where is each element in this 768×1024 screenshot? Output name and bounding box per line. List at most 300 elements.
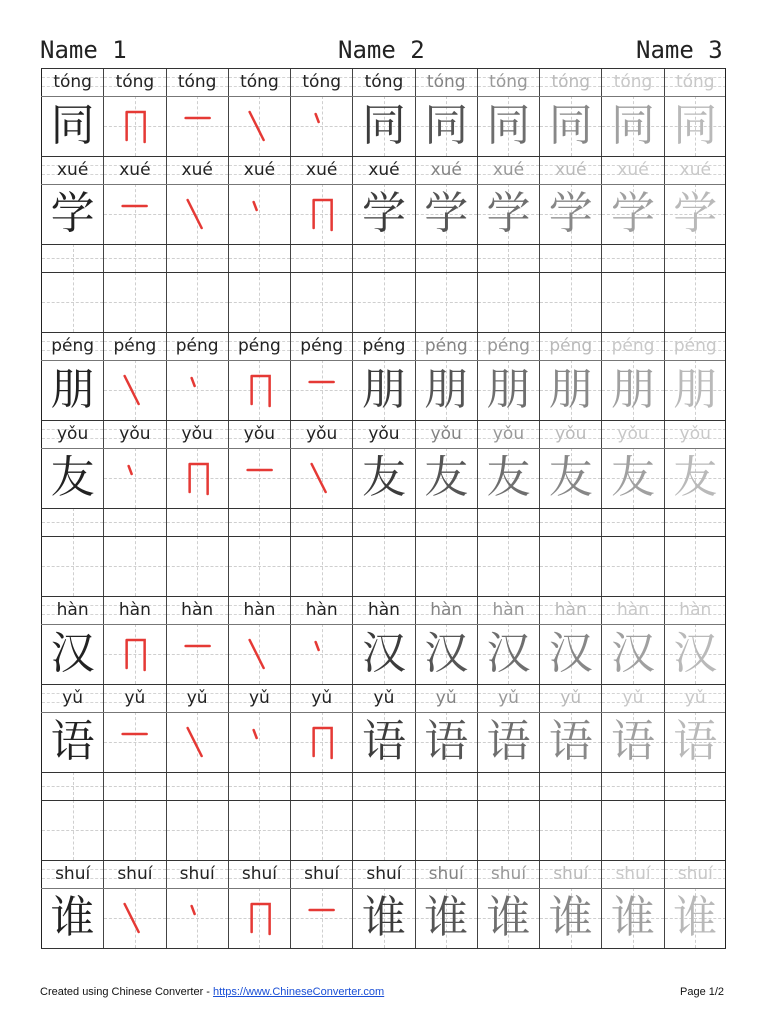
footer-created-text: Created using Chinese Converter -	[40, 986, 214, 998]
grid-line	[41, 860, 726, 861]
practice-cell[interactable]	[352, 272, 414, 332]
pinyin-row	[41, 684, 726, 712]
practice-cell[interactable]	[166, 800, 228, 860]
pinyin-label: xué	[368, 159, 400, 180]
practice-cell[interactable]	[290, 508, 352, 536]
stroke-order-cell[interactable]	[601, 360, 663, 420]
stroke-order-cell[interactable]	[601, 448, 663, 508]
pinyin-cell	[41, 156, 103, 184]
stroke-step-mark	[167, 888, 228, 948]
stroke-order-cell[interactable]	[601, 184, 663, 244]
trace-character: 同	[486, 100, 531, 151]
grid-line	[41, 684, 726, 685]
grid-line	[41, 536, 726, 537]
stroke-order-cell[interactable]	[664, 888, 726, 948]
pinyin-label: yǒu	[181, 423, 213, 444]
practice-cell[interactable]	[601, 272, 663, 332]
model-character: 汉	[50, 628, 95, 679]
stroke-step-mark	[291, 624, 352, 684]
pinyin-row	[41, 156, 726, 184]
pinyin-cell	[103, 420, 165, 448]
stroke-step-mark	[167, 360, 228, 420]
pinyin-row	[41, 860, 726, 888]
footer-link[interactable]: https://www.ChineseConverter.com	[213, 986, 385, 998]
pinyin-cell	[601, 332, 663, 360]
stroke-order-cell[interactable]	[352, 888, 414, 948]
practice-cell[interactable]	[103, 272, 165, 332]
practice-cell[interactable]	[103, 800, 165, 860]
stroke-order-cell[interactable]	[539, 888, 601, 948]
practice-cell[interactable]	[415, 772, 477, 800]
practice-cell[interactable]	[228, 536, 290, 596]
practice-cell[interactable]	[664, 272, 726, 332]
pinyin-cell	[352, 860, 414, 888]
practice-cell[interactable]	[664, 800, 726, 860]
stroke-order-cell[interactable]	[477, 624, 539, 684]
pinyin-cell	[539, 860, 601, 888]
character-row	[41, 96, 726, 156]
stroke-order-cell[interactable]	[664, 184, 726, 244]
practice-cell[interactable]	[228, 272, 290, 332]
practice-cell[interactable]	[290, 272, 352, 332]
practice-cell[interactable]	[41, 508, 103, 536]
pinyin-label: tóng	[426, 71, 466, 92]
pinyin-cell	[477, 332, 539, 360]
practice-cell[interactable]	[664, 772, 726, 800]
stroke-step-mark	[167, 96, 228, 156]
pinyin-label: péng	[424, 335, 468, 356]
stroke-order-cell[interactable]	[477, 360, 539, 420]
blank-practice-row	[41, 772, 726, 800]
pinyin-cell	[228, 420, 290, 448]
stroke-order-cell[interactable]	[103, 888, 165, 948]
grid-line	[41, 156, 726, 157]
trace-character: 谁	[548, 892, 593, 943]
stroke-order-cell[interactable]	[415, 888, 477, 948]
practice-cell[interactable]	[166, 244, 228, 272]
stroke-order-cell[interactable]	[352, 712, 414, 772]
practice-cell[interactable]	[415, 800, 477, 860]
stroke-order-cell[interactable]	[664, 624, 726, 684]
stroke-step-mark	[229, 888, 290, 948]
pinyin-label: shuí	[55, 863, 91, 884]
stroke-order-cell[interactable]	[290, 624, 352, 684]
stroke-order-cell[interactable]	[228, 712, 290, 772]
stroke-order-cell[interactable]	[601, 96, 663, 156]
practice-cell[interactable]	[166, 536, 228, 596]
trace-character: 语	[486, 716, 531, 767]
stroke-order-cell[interactable]	[539, 448, 601, 508]
pinyin-label: hàn	[492, 599, 525, 620]
practice-cell[interactable]	[477, 772, 539, 800]
pinyin-cell	[601, 156, 663, 184]
pinyin-label: péng	[487, 335, 530, 356]
stroke-order-cell[interactable]	[290, 888, 352, 948]
pinyin-label: péng	[300, 335, 344, 356]
stroke-step-mark	[104, 712, 165, 772]
pinyin-label: shuí	[428, 863, 464, 884]
pinyin-cell	[415, 596, 477, 624]
pinyin-label: tóng	[613, 71, 653, 92]
stroke-order-cell[interactable]	[539, 184, 601, 244]
pinyin-cell	[290, 596, 352, 624]
stroke-order-cell[interactable]	[352, 448, 414, 508]
stroke-order-cell[interactable]	[539, 712, 601, 772]
pinyin-label: hàn	[617, 599, 649, 620]
pinyin-cell	[41, 596, 103, 624]
pinyin-label: xué	[306, 159, 338, 180]
pinyin-label: shuí	[677, 863, 713, 884]
stroke-order-cell[interactable]	[290, 184, 352, 244]
model-character-cell	[41, 96, 103, 156]
stroke-order-cell[interactable]	[290, 448, 352, 508]
pinyin-cell	[228, 684, 290, 712]
pinyin-cell	[415, 420, 477, 448]
stroke-order-cell[interactable]	[228, 360, 290, 420]
practice-cell[interactable]	[41, 272, 103, 332]
practice-cell[interactable]	[352, 800, 414, 860]
trace-character: 汉	[548, 628, 593, 679]
stroke-order-cell[interactable]	[664, 360, 726, 420]
practice-cell[interactable]	[166, 772, 228, 800]
pinyin-cell	[539, 596, 601, 624]
grid-line	[41, 800, 726, 801]
stroke-order-cell[interactable]	[290, 96, 352, 156]
stroke-order-cell[interactable]	[477, 712, 539, 772]
pinyin-cell	[166, 332, 228, 360]
trace-character: 学	[548, 188, 593, 239]
pinyin-cell	[539, 156, 601, 184]
pinyin-cell	[415, 684, 477, 712]
practice-grid	[41, 68, 726, 948]
pinyin-label: shuí	[490, 863, 527, 884]
pinyin-label: tóng	[675, 71, 715, 92]
pinyin-cell	[41, 684, 103, 712]
stroke-step-mark	[167, 712, 228, 772]
practice-cell[interactable]	[601, 772, 663, 800]
pinyin-label: tóng	[364, 71, 404, 92]
stroke-order-cell[interactable]	[166, 360, 228, 420]
pinyin-label: péng	[51, 335, 95, 356]
stroke-order-cell[interactable]	[539, 360, 601, 420]
pinyin-label: yǔ	[560, 687, 582, 708]
pinyin-cell	[664, 420, 726, 448]
stroke-order-cell[interactable]	[228, 96, 290, 156]
stroke-step-mark	[291, 448, 352, 508]
model-character-cell	[41, 184, 103, 244]
pinyin-label: shuí	[304, 863, 340, 884]
practice-cell[interactable]	[477, 508, 539, 536]
stroke-order-cell[interactable]	[166, 184, 228, 244]
practice-cell[interactable]	[664, 244, 726, 272]
grid-line	[41, 948, 726, 949]
stroke-order-cell[interactable]	[352, 624, 414, 684]
practice-cell[interactable]	[415, 244, 477, 272]
pinyin-label: yǔ	[373, 687, 395, 708]
stroke-order-cell[interactable]	[415, 712, 477, 772]
pinyin-cell	[290, 684, 352, 712]
practice-cell[interactable]	[415, 508, 477, 536]
stroke-order-cell[interactable]	[166, 448, 228, 508]
pinyin-cell	[477, 156, 539, 184]
page-number: Page 1/2	[680, 986, 725, 998]
pinyin-cell	[290, 332, 352, 360]
trace-character: 学	[611, 188, 656, 239]
stroke-order-cell[interactable]	[166, 624, 228, 684]
practice-cell[interactable]	[290, 772, 352, 800]
pinyin-row	[41, 332, 726, 360]
pinyin-label: xué	[492, 159, 525, 180]
pinyin-cell	[664, 596, 726, 624]
stroke-order-cell[interactable]	[352, 184, 414, 244]
pinyin-cell	[103, 596, 165, 624]
pinyin-row	[41, 68, 726, 96]
stroke-order-cell[interactable]	[415, 184, 477, 244]
stroke-order-cell[interactable]	[166, 96, 228, 156]
practice-cell[interactable]	[539, 800, 601, 860]
stroke-order-cell[interactable]	[664, 712, 726, 772]
pinyin-cell	[664, 332, 726, 360]
pinyin-cell	[415, 156, 477, 184]
pinyin-cell	[352, 420, 414, 448]
stroke-order-cell[interactable]	[601, 712, 663, 772]
practice-cell[interactable]	[166, 272, 228, 332]
trace-character: 语	[424, 716, 469, 767]
stroke-step-mark	[229, 712, 290, 772]
practice-cell[interactable]	[290, 244, 352, 272]
pinyin-label: péng	[549, 335, 593, 356]
practice-cell[interactable]	[228, 800, 290, 860]
stroke-order-cell[interactable]	[539, 96, 601, 156]
stroke-order-cell[interactable]	[103, 448, 165, 508]
pinyin-cell	[290, 860, 352, 888]
name1-label: Name 1	[40, 36, 127, 64]
practice-cell[interactable]	[601, 536, 663, 596]
stroke-order-cell[interactable]	[103, 96, 165, 156]
pinyin-cell	[166, 420, 228, 448]
pinyin-row	[41, 420, 726, 448]
stroke-order-cell[interactable]	[103, 360, 165, 420]
pinyin-label: yǔ	[311, 687, 333, 708]
trace-character: 同	[611, 100, 656, 151]
practice-cell[interactable]	[539, 536, 601, 596]
stroke-step-mark	[104, 184, 165, 244]
pinyin-cell	[41, 332, 103, 360]
model-character-cell	[41, 360, 103, 420]
pinyin-cell	[41, 860, 103, 888]
practice-cell[interactable]	[601, 800, 663, 860]
trace-character: 友	[548, 452, 593, 503]
character-row	[41, 184, 726, 244]
stroke-order-cell[interactable]	[477, 448, 539, 508]
practice-cell[interactable]	[41, 244, 103, 272]
practice-cell[interactable]	[539, 272, 601, 332]
trace-character: 谁	[486, 892, 531, 943]
practice-cell[interactable]	[228, 508, 290, 536]
stroke-order-cell[interactable]	[103, 184, 165, 244]
pinyin-label: hàn	[367, 599, 400, 620]
stroke-step-mark	[167, 448, 228, 508]
stroke-step-mark	[167, 184, 228, 244]
practice-cell[interactable]	[477, 244, 539, 272]
practice-cell[interactable]	[228, 772, 290, 800]
pinyin-cell	[539, 332, 601, 360]
trace-character: 学	[486, 188, 531, 239]
pinyin-label: hàn	[679, 599, 712, 620]
stroke-order-cell[interactable]	[228, 888, 290, 948]
stroke-order-cell[interactable]	[103, 712, 165, 772]
stroke-order-cell[interactable]	[477, 184, 539, 244]
stroke-order-cell[interactable]	[477, 888, 539, 948]
practice-cell[interactable]	[477, 272, 539, 332]
practice-cell[interactable]	[352, 536, 414, 596]
grid-line	[41, 272, 726, 273]
stroke-order-cell[interactable]	[601, 888, 663, 948]
stroke-order-cell[interactable]	[601, 624, 663, 684]
practice-cell[interactable]	[477, 536, 539, 596]
stroke-order-cell[interactable]	[290, 360, 352, 420]
pinyin-label: péng	[611, 335, 655, 356]
practice-cell[interactable]	[166, 508, 228, 536]
pinyin-cell	[228, 68, 290, 96]
practice-cell[interactable]	[415, 272, 477, 332]
practice-cell[interactable]	[415, 536, 477, 596]
trace-character: 谁	[673, 892, 718, 943]
stroke-order-cell[interactable]	[166, 712, 228, 772]
pinyin-cell	[415, 332, 477, 360]
pinyin-label: hàn	[243, 599, 276, 620]
practice-cell[interactable]	[477, 800, 539, 860]
trace-character: 同	[673, 100, 718, 151]
grid-line	[41, 420, 726, 421]
model-character: 朋	[50, 364, 95, 415]
pinyin-cell	[477, 420, 539, 448]
stroke-order-cell[interactable]	[664, 448, 726, 508]
trace-character: 朋	[673, 364, 718, 415]
pinyin-label: hàn	[56, 599, 89, 620]
grid-line	[41, 360, 726, 361]
stroke-order-cell[interactable]	[415, 360, 477, 420]
stroke-order-cell[interactable]	[228, 624, 290, 684]
pinyin-label: yǔ	[249, 687, 270, 708]
practice-cell[interactable]	[290, 536, 352, 596]
stroke-order-cell[interactable]	[228, 448, 290, 508]
trace-character: 汉	[361, 628, 406, 679]
pinyin-label: yǒu	[555, 423, 587, 444]
practice-cell[interactable]	[664, 536, 726, 596]
pinyin-label: hàn	[305, 599, 338, 620]
stroke-order-cell[interactable]	[352, 96, 414, 156]
practice-cell[interactable]	[352, 772, 414, 800]
stroke-step-mark	[104, 888, 165, 948]
pinyin-label: xué	[243, 159, 276, 180]
stroke-order-cell[interactable]	[539, 624, 601, 684]
practice-cell[interactable]	[103, 244, 165, 272]
practice-cell[interactable]	[103, 772, 165, 800]
stroke-order-cell[interactable]	[415, 448, 477, 508]
pinyin-cell	[41, 420, 103, 448]
stroke-step-mark	[291, 888, 352, 948]
pinyin-cell	[228, 860, 290, 888]
practice-cell[interactable]	[539, 508, 601, 536]
pinyin-cell	[228, 596, 290, 624]
practice-cell[interactable]	[601, 244, 663, 272]
pinyin-cell	[601, 596, 663, 624]
practice-cell[interactable]	[228, 244, 290, 272]
practice-cell[interactable]	[352, 244, 414, 272]
pinyin-cell	[601, 684, 663, 712]
trace-character: 友	[361, 452, 406, 503]
practice-cell[interactable]	[41, 536, 103, 596]
stroke-order-cell[interactable]	[415, 96, 477, 156]
trace-character: 汉	[424, 628, 469, 679]
pinyin-cell	[601, 68, 663, 96]
pinyin-label: yǔ	[435, 687, 457, 708]
stroke-order-cell[interactable]	[103, 624, 165, 684]
practice-cell[interactable]	[41, 772, 103, 800]
pinyin-label: yǒu	[492, 423, 525, 444]
stroke-order-cell[interactable]	[352, 360, 414, 420]
blank-practice-row	[41, 536, 726, 596]
practice-cell[interactable]	[539, 244, 601, 272]
pinyin-label: péng	[238, 335, 281, 356]
stroke-order-cell[interactable]	[477, 96, 539, 156]
practice-cell[interactable]	[103, 536, 165, 596]
pinyin-label: yǒu	[679, 423, 711, 444]
pinyin-cell	[290, 420, 352, 448]
trace-character: 同	[548, 100, 593, 151]
pinyin-label: tóng	[302, 71, 342, 92]
pinyin-label: xué	[119, 159, 151, 180]
pinyin-cell	[415, 860, 477, 888]
pinyin-label: yǔ	[124, 687, 146, 708]
stroke-order-cell[interactable]	[166, 888, 228, 948]
name2-label: Name 2	[338, 36, 425, 64]
trace-character: 谁	[361, 892, 406, 943]
practice-cell[interactable]	[41, 800, 103, 860]
pinyin-cell	[290, 156, 352, 184]
practice-cell[interactable]	[664, 508, 726, 536]
trace-character: 朋	[611, 364, 656, 415]
footer-credit	[40, 986, 384, 998]
stroke-order-cell[interactable]	[290, 712, 352, 772]
model-character-cell	[41, 712, 103, 772]
model-character-cell	[41, 888, 103, 948]
grid-line	[41, 624, 726, 625]
grid-right-border	[725, 68, 726, 948]
stroke-order-cell[interactable]	[664, 96, 726, 156]
pinyin-cell	[228, 156, 290, 184]
practice-cell[interactable]	[290, 800, 352, 860]
stroke-order-cell[interactable]	[228, 184, 290, 244]
model-character: 友	[50, 452, 95, 503]
pinyin-cell	[664, 860, 726, 888]
practice-cell[interactable]	[601, 508, 663, 536]
trace-character: 朋	[486, 364, 531, 415]
practice-cell[interactable]	[539, 772, 601, 800]
stroke-order-cell[interactable]	[415, 624, 477, 684]
stroke-step-mark	[104, 360, 165, 420]
pinyin-label: péng	[673, 335, 717, 356]
practice-cell[interactable]	[352, 508, 414, 536]
grid-line	[41, 772, 726, 773]
pinyin-cell	[664, 156, 726, 184]
practice-cell[interactable]	[103, 508, 165, 536]
pinyin-label: xué	[56, 159, 89, 180]
pinyin-label: yǔ	[622, 687, 644, 708]
trace-character: 汉	[486, 628, 531, 679]
stroke-step-mark	[291, 360, 352, 420]
